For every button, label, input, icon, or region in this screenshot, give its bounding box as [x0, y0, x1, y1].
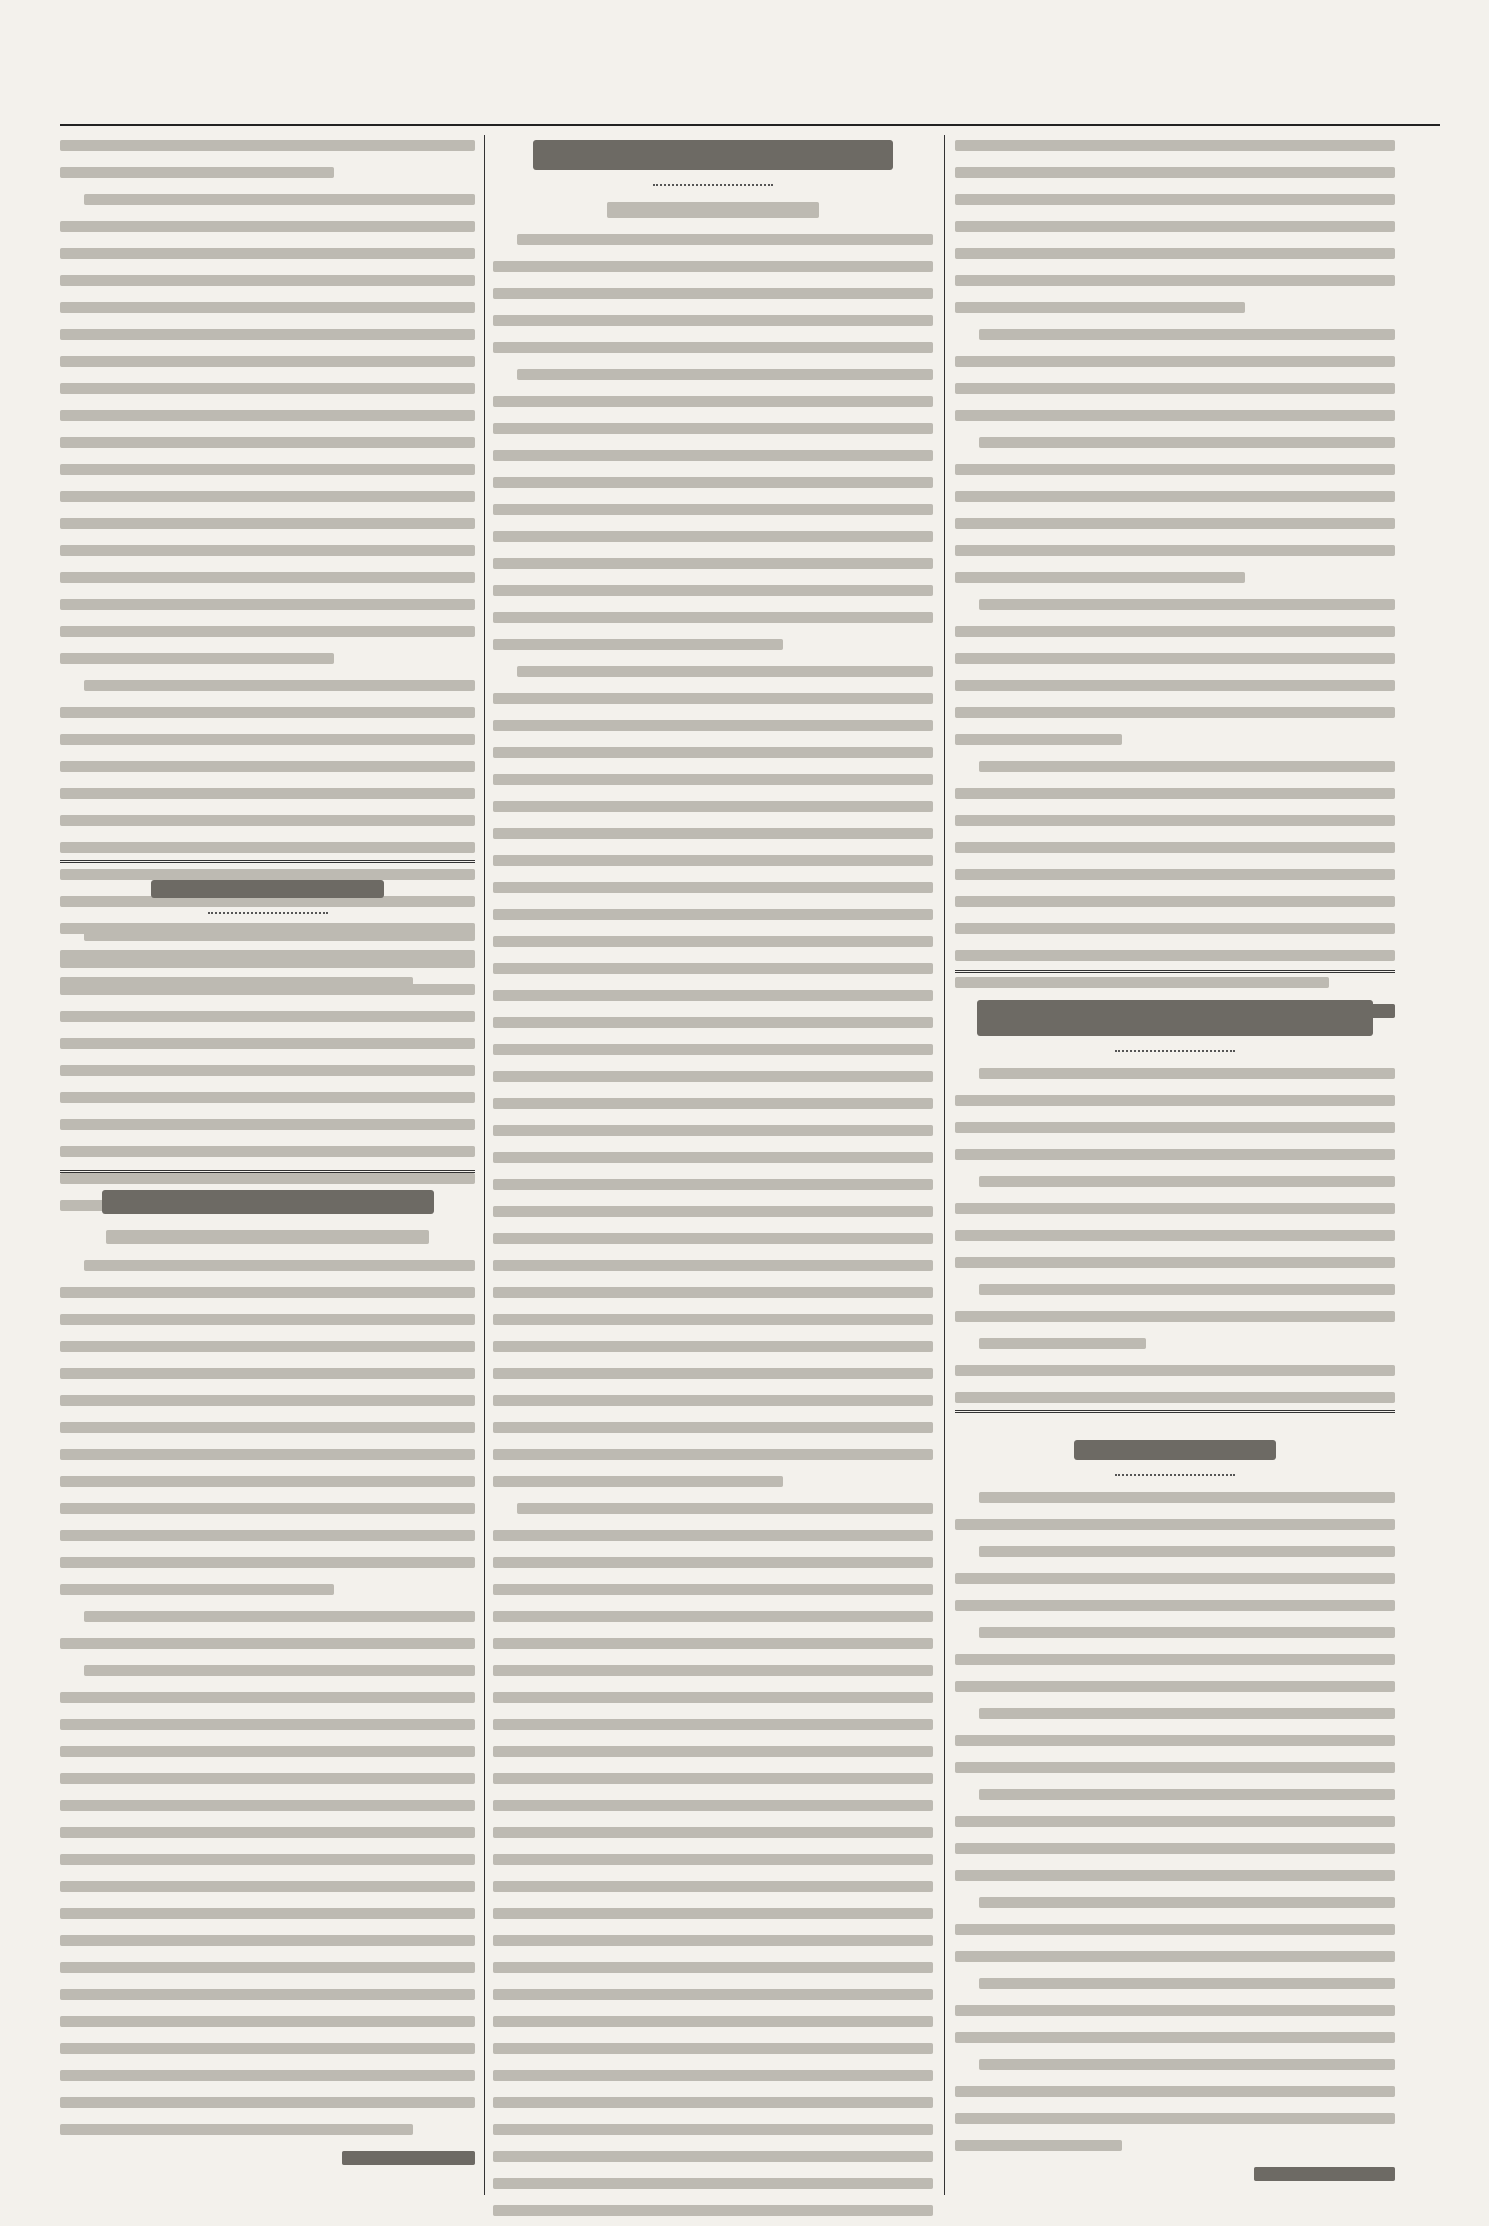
text-line — [60, 518, 475, 529]
text-line — [955, 275, 1395, 286]
text-line — [493, 2151, 933, 2162]
text-line — [493, 1449, 933, 1460]
text-line — [955, 1365, 1395, 1376]
ornament-rule — [1115, 1470, 1235, 1476]
article-subheading — [607, 202, 818, 218]
text-line — [60, 167, 334, 178]
newspaper-title — [60, 92, 1440, 122]
text-line — [60, 599, 475, 610]
text-line — [60, 1503, 475, 1514]
text-line — [60, 1989, 475, 2000]
text-line — [60, 1476, 475, 1487]
ornament-rule — [653, 180, 773, 186]
text-line — [979, 1627, 1395, 1638]
section-heading — [1074, 1440, 1276, 1460]
text-line — [955, 518, 1395, 529]
text-line — [955, 356, 1395, 367]
text-line — [955, 1816, 1395, 1827]
text-line — [493, 1719, 933, 1730]
text-line — [60, 464, 475, 475]
text-line — [493, 1665, 933, 1676]
text-line — [493, 828, 933, 839]
text-line — [60, 653, 334, 664]
history-section — [60, 1190, 475, 2165]
text-line — [493, 1854, 933, 1865]
text-line — [60, 761, 475, 772]
text-line — [493, 1071, 933, 1082]
text-line — [493, 1530, 933, 1541]
text-line — [493, 1314, 933, 1325]
text-line — [60, 2124, 413, 2135]
page-header — [60, 88, 1440, 126]
text-line — [955, 1843, 1395, 1854]
text-line — [493, 747, 933, 758]
text-line — [493, 1881, 933, 1892]
text-line — [955, 410, 1395, 421]
text-line — [955, 464, 1395, 475]
text-line — [979, 1492, 1395, 1503]
text-line — [979, 1068, 1395, 1079]
text-line — [493, 2178, 933, 2189]
article-continuation — [60, 140, 475, 1004]
text-line — [979, 2059, 1395, 2070]
text-line — [955, 1311, 1395, 1322]
text-line — [955, 2005, 1395, 2016]
signature — [342, 2151, 475, 2165]
text-line — [493, 801, 933, 812]
text-line — [60, 788, 475, 799]
text-line — [60, 1173, 475, 1184]
text-line — [493, 2124, 933, 2135]
text-line — [955, 1681, 1395, 1692]
text-line — [493, 1395, 933, 1406]
text-line — [60, 1530, 475, 1541]
text-line — [60, 1341, 475, 1352]
text-line — [955, 2032, 1395, 2043]
text-line — [955, 626, 1395, 637]
text-line — [955, 1924, 1395, 1935]
text-line — [979, 1546, 1395, 1557]
text-line — [60, 1692, 475, 1703]
text-line — [493, 1584, 933, 1595]
ornament-rule — [1115, 1046, 1235, 1052]
prayer-section — [955, 1440, 1395, 2181]
profile-article — [493, 140, 933, 2226]
text-line — [955, 1149, 1395, 1160]
text-line — [493, 315, 933, 326]
text-line — [493, 1017, 933, 1028]
text-line — [493, 504, 933, 515]
text-line — [60, 1800, 475, 1811]
text-line — [60, 248, 475, 259]
text-line — [955, 1519, 1395, 1530]
text-line — [493, 720, 933, 731]
text-line — [60, 1395, 475, 1406]
text-line — [955, 572, 1245, 583]
text-line — [60, 1287, 475, 1298]
text-line — [979, 599, 1395, 610]
text-line — [979, 1176, 1395, 1187]
text-line — [517, 1503, 933, 1514]
text-line — [60, 2070, 475, 2081]
text-line — [493, 1935, 933, 1946]
section-rule — [60, 860, 475, 863]
text-line — [979, 437, 1395, 448]
text-line — [60, 815, 475, 826]
text-line — [60, 1146, 475, 1157]
text-line — [60, 1881, 475, 1892]
text-line — [955, 491, 1395, 502]
text-line — [493, 990, 933, 1001]
column-divider — [944, 135, 945, 2195]
text-line — [955, 950, 1395, 961]
text-line — [60, 1638, 475, 1649]
text-line — [84, 1260, 475, 1271]
text-line — [955, 1257, 1395, 1268]
text-line — [955, 140, 1395, 151]
text-line — [493, 2016, 933, 2027]
text-line — [493, 639, 783, 650]
text-line — [60, 356, 475, 367]
text-line — [493, 1206, 933, 1217]
text-line — [60, 140, 475, 151]
text-line — [60, 1119, 475, 1130]
text-line — [493, 1476, 783, 1487]
text-line — [979, 1897, 1395, 1908]
text-line — [979, 329, 1395, 340]
text-line — [60, 869, 475, 880]
section-rule — [60, 1170, 475, 1173]
text-line — [493, 909, 933, 920]
text-line — [60, 329, 475, 340]
text-line — [60, 437, 475, 448]
text-line — [493, 2070, 933, 2081]
text-line — [493, 1800, 933, 1811]
text-line — [60, 1422, 475, 1433]
text-line — [955, 788, 1395, 799]
text-line — [955, 302, 1245, 313]
section-heading — [151, 880, 383, 898]
text-line — [60, 626, 475, 637]
text-line — [60, 383, 475, 394]
text-line — [493, 2097, 933, 2108]
text-line — [60, 1038, 475, 1049]
text-line — [493, 342, 933, 353]
text-line — [493, 936, 933, 947]
text-line — [955, 248, 1395, 259]
text-line — [955, 1203, 1395, 1214]
text-line — [493, 585, 933, 596]
text-line — [493, 2043, 933, 2054]
text-line — [60, 302, 475, 313]
text-line — [60, 1854, 475, 1865]
text-line — [955, 707, 1395, 718]
text-line — [60, 1908, 475, 1919]
section-rule — [955, 1410, 1395, 1413]
text-line — [493, 558, 933, 569]
text-line — [955, 1735, 1395, 1746]
text-line — [84, 1611, 475, 1622]
text-line — [493, 1125, 933, 1136]
text-line — [955, 1600, 1395, 1611]
text-line — [955, 653, 1395, 664]
text-line — [60, 1065, 475, 1076]
text-line — [493, 855, 933, 866]
text-line — [493, 450, 933, 461]
text-line — [493, 963, 933, 974]
text-line — [493, 1098, 933, 1109]
text-line — [955, 1951, 1395, 1962]
text-line — [955, 2140, 1122, 2151]
text-line — [493, 531, 933, 542]
text-line — [60, 1935, 475, 1946]
text-line — [493, 1827, 933, 1838]
text-line — [979, 1708, 1395, 1719]
text-line — [955, 1654, 1395, 1665]
text-line — [493, 2205, 933, 2216]
text-line — [493, 1989, 933, 2000]
text-line — [60, 984, 475, 995]
text-line — [493, 1260, 933, 1271]
text-line — [60, 1368, 475, 1379]
text-line — [60, 410, 475, 421]
text-line — [60, 2043, 475, 2054]
text-line — [493, 1422, 933, 1433]
text-line — [84, 194, 475, 205]
text-line — [493, 1962, 933, 1973]
text-line — [60, 707, 475, 718]
text-line — [955, 1122, 1395, 1133]
text-line — [979, 761, 1395, 772]
text-line — [955, 383, 1395, 394]
text-line — [60, 1557, 475, 1568]
correction-section — [60, 880, 475, 1227]
text-line — [955, 869, 1395, 880]
text-line — [493, 1287, 933, 1298]
text-line — [955, 2086, 1395, 2097]
text-line — [493, 1638, 933, 1649]
text-line — [955, 1230, 1395, 1241]
text-line — [979, 1338, 1146, 1349]
text-line — [493, 1557, 933, 1568]
text-line — [955, 842, 1395, 853]
signature — [1254, 2167, 1395, 2181]
text-line — [60, 1827, 475, 1838]
text-line — [60, 221, 475, 232]
text-line — [60, 1962, 475, 1973]
section-heading — [102, 1190, 434, 1214]
text-line — [60, 275, 475, 286]
text-line — [493, 1773, 933, 1784]
text-line — [493, 288, 933, 299]
text-line — [493, 423, 933, 434]
text-line — [955, 896, 1395, 907]
text-line — [517, 369, 933, 380]
text-line — [60, 734, 475, 745]
text-line — [493, 1233, 933, 1244]
text-line — [84, 930, 475, 941]
text-line — [493, 1044, 933, 1055]
text-line — [60, 842, 475, 853]
page-number — [1418, 88, 1440, 114]
text-line — [955, 1095, 1395, 1106]
text-line — [955, 1392, 1395, 1403]
text-line — [60, 1092, 475, 1103]
text-line — [60, 545, 475, 556]
text-line — [60, 2097, 475, 2108]
text-line — [955, 977, 1329, 988]
ornament-rule — [208, 908, 328, 914]
text-line — [60, 1314, 475, 1325]
text-line — [493, 1368, 933, 1379]
profile-article-continued — [955, 140, 1395, 1018]
text-line — [955, 1762, 1395, 1773]
text-line — [493, 612, 933, 623]
text-line — [955, 1573, 1395, 1584]
text-line — [60, 491, 475, 502]
text-line — [493, 693, 933, 704]
text-line — [955, 1870, 1395, 1881]
text-line — [955, 734, 1122, 745]
text-line — [60, 572, 475, 583]
text-line — [517, 666, 933, 677]
text-line — [84, 680, 475, 691]
text-line — [493, 1746, 933, 1757]
text-line — [60, 1719, 475, 1730]
text-line — [493, 1179, 933, 1190]
article-heading — [533, 140, 894, 170]
text-line — [955, 680, 1395, 691]
text-line — [84, 1665, 475, 1676]
text-line — [493, 1611, 933, 1622]
custom-section — [955, 1000, 1395, 1419]
text-line — [493, 1908, 933, 1919]
text-line — [493, 396, 933, 407]
text-line — [955, 2113, 1395, 2124]
text-line — [979, 1978, 1395, 1989]
section-subheading — [106, 1230, 430, 1244]
text-line — [955, 545, 1395, 556]
text-line — [955, 815, 1395, 826]
text-line — [60, 1449, 475, 1460]
text-line — [60, 1746, 475, 1757]
section-heading — [977, 1000, 1373, 1036]
column-divider — [484, 135, 485, 2195]
text-line — [493, 1152, 933, 1163]
text-line — [955, 923, 1395, 934]
text-line — [493, 261, 933, 272]
text-line — [493, 1341, 933, 1352]
text-line — [60, 2016, 475, 2027]
text-line — [493, 477, 933, 488]
text-line — [979, 1789, 1395, 1800]
text-line — [60, 1773, 475, 1784]
text-line — [60, 1011, 475, 1022]
text-line — [493, 1692, 933, 1703]
text-line — [60, 957, 475, 968]
text-line — [493, 882, 933, 893]
section-rule — [955, 970, 1395, 973]
text-line — [955, 221, 1395, 232]
text-line — [955, 194, 1395, 205]
text-line — [517, 234, 933, 245]
text-line — [979, 1284, 1395, 1295]
text-line — [60, 1584, 334, 1595]
text-line — [493, 774, 933, 785]
text-line — [955, 167, 1395, 178]
